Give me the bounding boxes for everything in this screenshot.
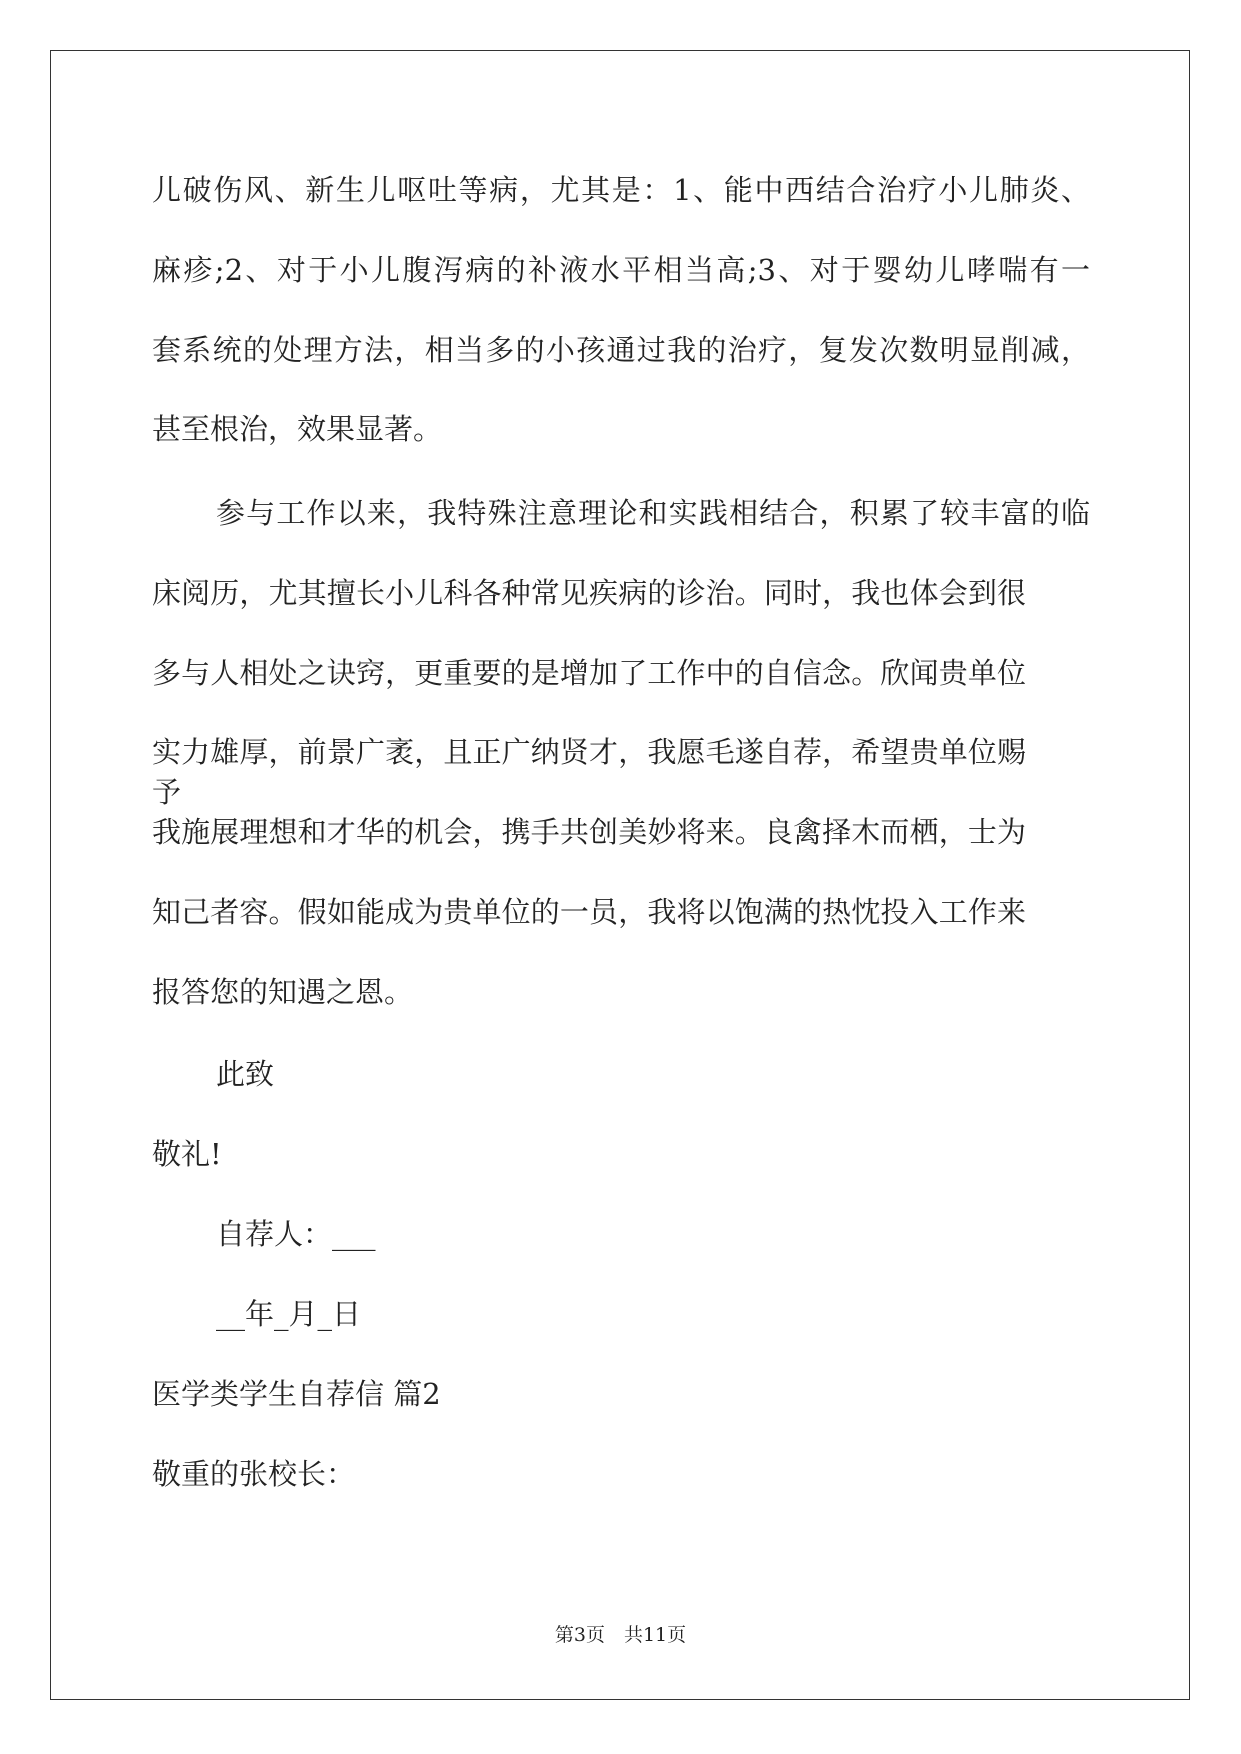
- text-line: 床阅历，尤其擅长小儿科各种常见疾病的诊治。同时，我也体会到很: [152, 576, 1026, 610]
- text-line: 我施展理想和才华的机会，携手共创美妙将来。良禽择木而栖，士为: [152, 815, 1026, 849]
- page-number-footer: 第3页 共11页: [554, 1624, 687, 1646]
- text-line: 实力雄厚，前景广袤，且正广纳贤才，我愿毛遂自荐，希望贵单位赐予: [152, 735, 1026, 809]
- signature-line: 自荐人：___: [216, 1217, 376, 1251]
- page-border: [50, 50, 1190, 1700]
- text-line: 报答您的知遇之恩。: [152, 975, 414, 1009]
- text-line: 麻疹;2、对于小儿腹泻病的补液水平相当高;3、对于婴幼儿哮喘有一: [152, 253, 1090, 287]
- text-line: 儿破伤风、新生儿呕吐等病，尤其是：1、能中西结合治疗小儿肺炎、: [152, 173, 1090, 207]
- text-line: 甚至根治，效果显著。: [152, 412, 443, 446]
- letter-greeting: 敬重的张校长：: [152, 1457, 356, 1491]
- text-line: 知己者容。假如能成为贵单位的一员，我将以饱满的热忱投入工作来: [152, 895, 1026, 929]
- text-line: 多与人相处之诀窍，更重要的是增加了工作中的自信念。欣闻贵单位: [152, 656, 1026, 690]
- closing-salutation: 此致: [216, 1057, 275, 1091]
- date-line: __年_月_日: [216, 1297, 362, 1331]
- paragraph-first-line: 参与工作以来，我特殊注意理论和实践相结合，积累了较丰富的临: [216, 496, 1090, 530]
- section-heading: 医学类学生自荐信 篇2: [152, 1377, 441, 1411]
- closing-regards: 敬礼!: [152, 1137, 222, 1171]
- text-line: 套系统的处理方法，相当多的小孩通过我的治疗，复发次数明显削减，: [152, 333, 1090, 367]
